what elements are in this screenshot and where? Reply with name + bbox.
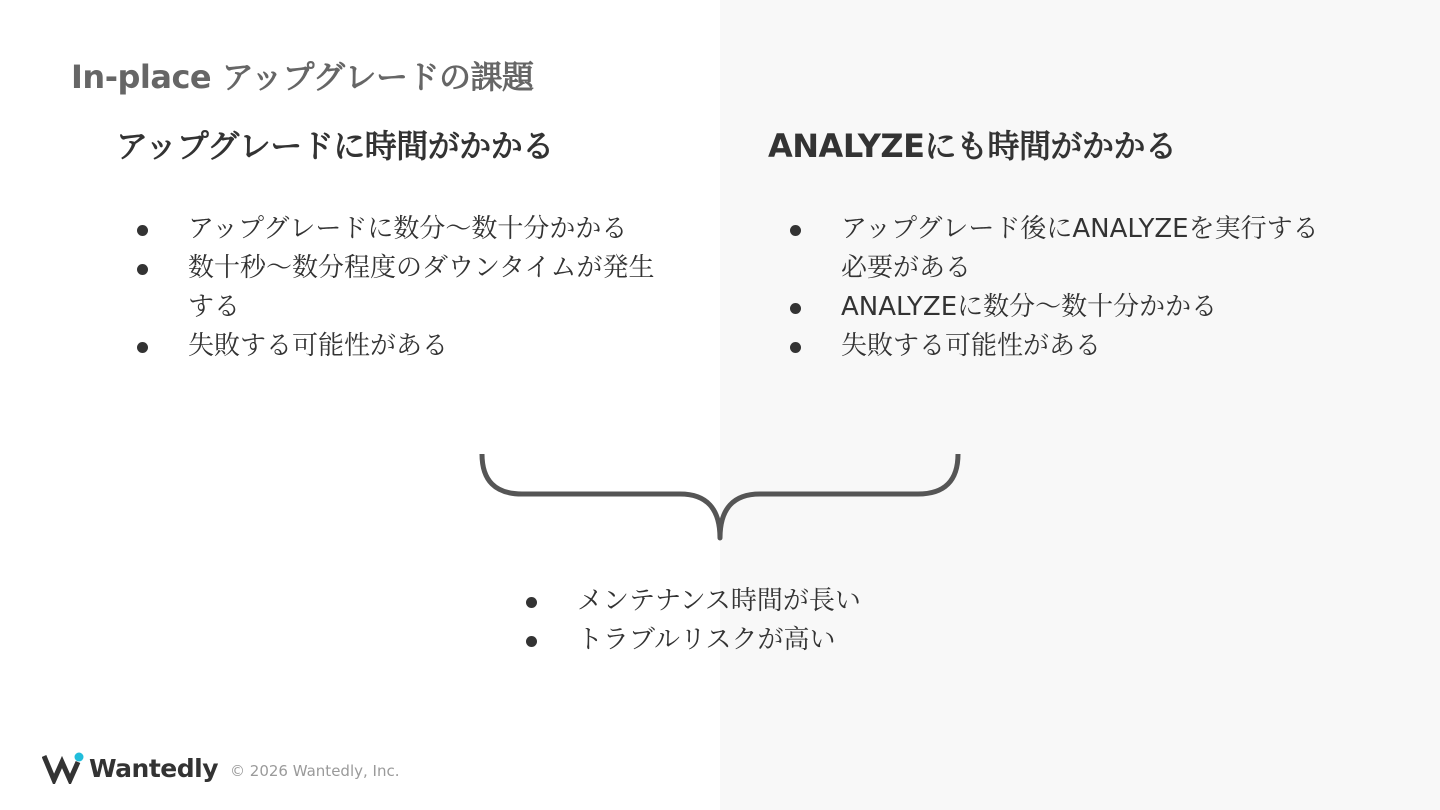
list-item: 失敗する可能性がある <box>789 327 1329 366</box>
conclusion-bullet-list <box>525 582 945 660</box>
list-item: 数十秒〜数分程度のダウンタイムが発生する <box>136 249 676 327</box>
right-column-heading: ANALYZEにも時間がかかる <box>768 127 1177 165</box>
right-bullet-list <box>789 210 1329 366</box>
brand-name: Wantedly <box>89 753 219 783</box>
list-item: ANALYZEに数分〜数十分かかる <box>789 288 1329 327</box>
list-item: アップグレードに数分〜数十分かかる <box>136 210 676 249</box>
list-item: トラブルリスクが高い <box>525 621 945 660</box>
left-column-heading: アップグレードに時間がかかる <box>116 127 554 165</box>
curly-brace-icon <box>478 452 962 542</box>
slide-title: In-place アップグレードの課題 <box>71 58 534 96</box>
footer <box>42 752 399 784</box>
copyright-text: © 2026 Wantedly, Inc. <box>230 762 400 780</box>
left-bullet-list <box>136 210 676 366</box>
list-item: アップグレード後にANALYZEを実行する必要がある <box>789 210 1329 288</box>
wantedly-logo-icon <box>42 752 84 784</box>
list-item: メンテナンス時間が長い <box>525 582 945 621</box>
list-item: 失敗する可能性がある <box>136 327 676 366</box>
